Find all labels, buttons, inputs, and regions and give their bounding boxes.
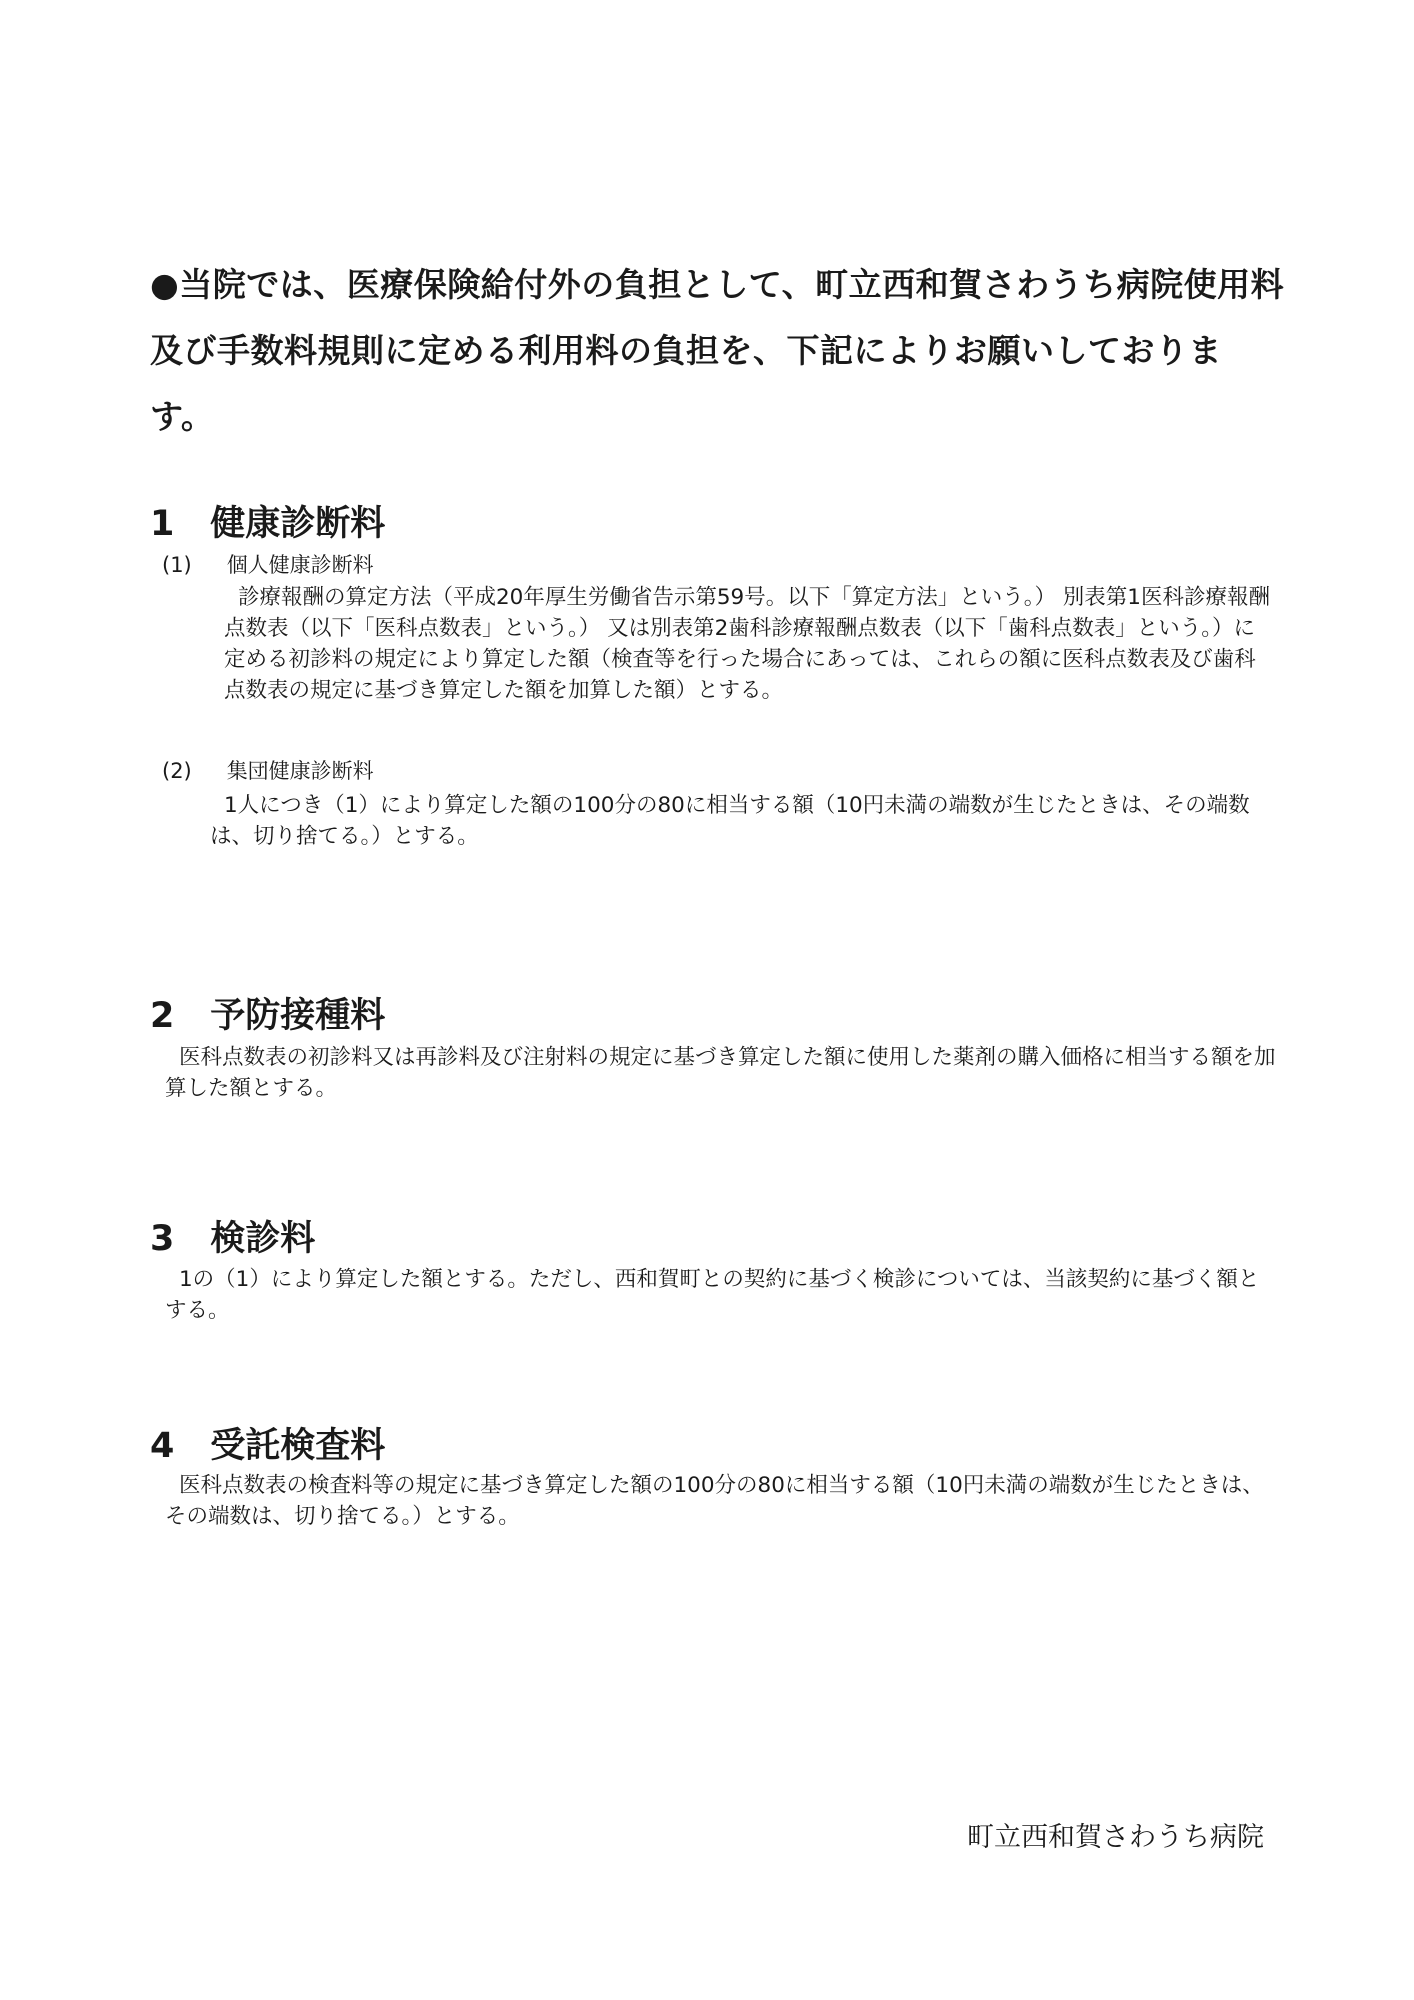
section-1-title: 健康診断料 (210, 504, 386, 544)
section-2-number: 2 (150, 996, 175, 1036)
hospital-name-footer: 町立西和賀さわうち病院 (967, 1822, 1264, 1853)
subsection-1-2-title: 集団健康診断料 (226, 759, 374, 783)
subsection-1-1-heading (162, 550, 374, 580)
section-4-number: 4 (150, 1426, 175, 1466)
subsection-1-1-text: 診療報酬の算定方法（平成20年厚生労働省告示第59号。以下「算定方法」という。） 別表第1医科診療報酬点数表（以下「医科点数表」という。） 又は別表第2歯科診療報酬点数表（以下「歯科点数表」という。）に定める初診料の規定により算定した額（検査等を行った場合にあっては、これらの額に医科点数表及び歯科点数表の規定に基づき算定した額を加算した額）とする。 (224, 585, 1270, 703)
section-4-text: 医科点数表の検査料等の規定に基づき算定した額の100分の80に相当する額（10円未満の端数が生じたときは、その端数は、切り捨てる。）とする。 (165, 1473, 1264, 1529)
section-3-title: 検診料 (210, 1219, 316, 1259)
section-2-heading (150, 992, 385, 1040)
section-1-heading (150, 500, 385, 548)
subsection-1-2-heading (162, 756, 374, 786)
section-4-heading (150, 1422, 385, 1470)
section-4-title: 受託検査料 (210, 1426, 386, 1466)
section-3-number: 3 (150, 1219, 175, 1259)
subsection-1-1-label: (1) (162, 553, 192, 577)
subsection-1-2-label: (2) (162, 759, 192, 783)
intro-notice: ●当院では、医療保険給付外の負担として、町立西和賀さわうち病院使用料及び手数料規則に定める利用料の負担を、下記によりお願いしております。 (150, 265, 1285, 436)
subsection-1-1-title: 個人健康診断料 (226, 553, 374, 577)
section-2-text: 医科点数表の初診料又は再診料及び注射料の規定に基づき算定した額に使用した薬剤の購入価格に相当する額を加算した額とする。 (165, 1045, 1276, 1101)
section-1-number: 1 (150, 504, 175, 544)
section-3-heading (150, 1215, 315, 1263)
section-3-text: 1の（1）により算定した額とする。ただし、西和賀町との契約に基づく検診については、当該契約に基づく額とする。 (165, 1267, 1260, 1323)
section-2-title: 予防接種料 (210, 996, 386, 1036)
subsection-1-2-text: 1人につき（1）により算定した額の100分の80に相当する額（10円未満の端数が生じたときは、その端数は、切り捨てる。）とする。 (210, 793, 1250, 849)
